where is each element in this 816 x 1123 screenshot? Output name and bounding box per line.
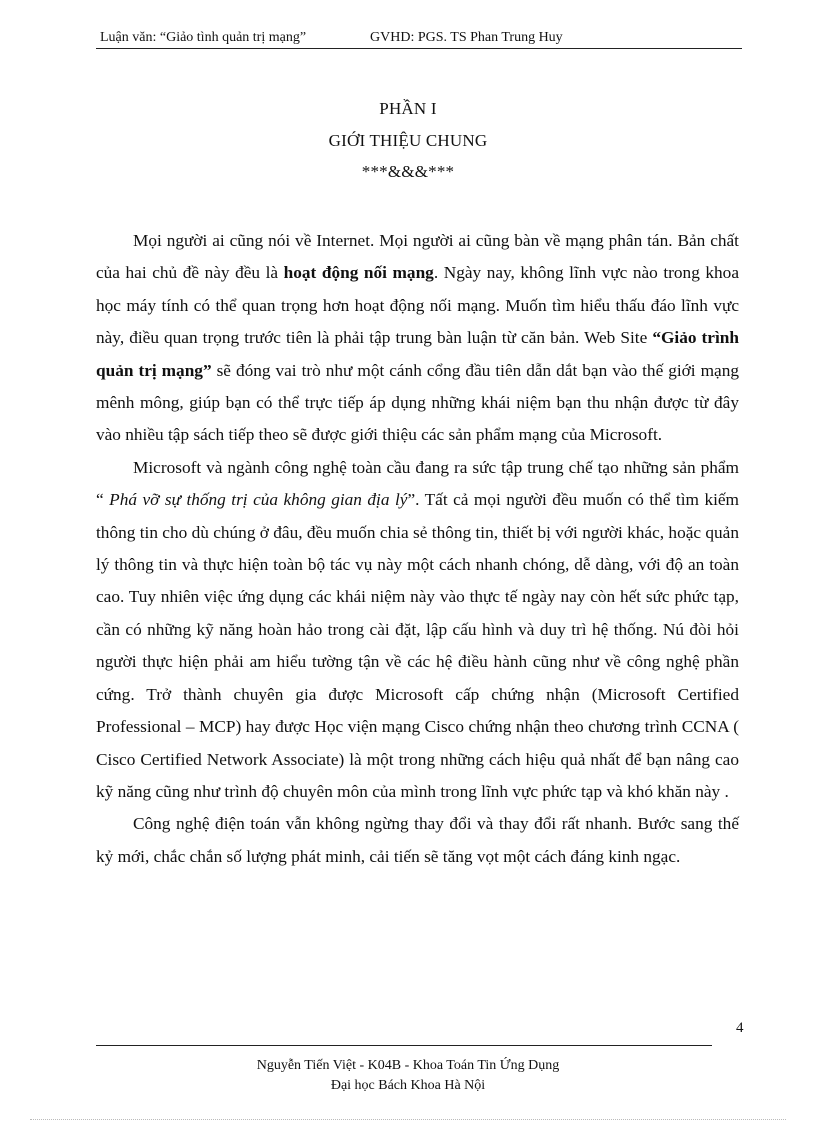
running-header [98,30,742,50]
page-bottom-edge [30,1119,786,1120]
page-number: 4 [736,1020,744,1036]
header-thesis-title: Luận văn: “Giảo tình quản trị mạng” [100,30,307,45]
paragraph-1-text-e: sẽ đóng vai trò như một cánh cổng đầu tiên dẫn dắt bạn vào thế giới mạng mênh mông, giúp bạn có thể trực tiếp áp dụng những khái niệm bạn thu nhận được từ đây vào nhiều tập sách tiếp theo sẽ được giới thiệu các sản phẩm mạng của Microsoft. [96,360,739,445]
paragraph-2 [96,452,739,808]
header-divider [96,48,742,49]
footer-author: Nguyễn Tiến Việt - K04B - Khoa Toán Tin Ứng Dụng [256,1058,560,1073]
paragraph-2-text-a: Microsoft và ngành công nghệ toàn cầu đang ra sức tập trung chế tạo những sản phẩm “ [96,457,739,510]
paragraph-1-bold-website: “Giảo trình quản trị mạng” [96,328,739,380]
paragraph-3: Công nghệ điện toán vẫn không ngừng thay đổi và thay đổi rất nhanh. Bước sang thế kỷ mới, chắc chắn số lượng phát minh, cải tiến sẽ tăng vọt một cách đáng kinh ngạc. [96,814,739,866]
paragraph-1-text-a: Mọi người ai cũng nói về Internet. Mọi người ai cũng bàn về mạng phân tán. Bản chất của hai chủ đề này đều là [96,231,739,283]
footer-divider [96,1045,712,1046]
paragraph-1-bold-term: hoạt động nối mạng [283,263,434,283]
paragraph-1 [96,225,739,452]
body-text [96,225,739,873]
paragraph-2-text-c: ”. Tất cả mọi người đều muốn có thể tìm kiếm thông tin cho dù chúng ở đâu, đều muốn chia sẻ thông tin, thiết bị với người khác, hoặc quản lý thông tin và thực hiện toàn bộ tác vụ này một cách nhanh chóng, dễ dàng, với độ an toàn cao. Tuy nhiên việc ứng dụng các khái niệm này vào thực tế ngày nay còn hết sức phức tạp, cần có những kỹ năng hoàn hảo trong cài đặt, lập cấu hình và duy trì hệ thống. Nú đòi hỏi người thực hiện phải am hiểu tường tận về các hệ điều hành cũng như về công nghệ phần cứng. Trở thành chuyên gia được Microsoft cấp chứng nhận (Microsoft Certified Professional – MCP) hay được Học viện mạng Cisco chứng nhận theo chương trình CCNA ( Cisco Certified Network Associate) là một trong những cách hiệu quả nhất để bạn nâng cao kỹ năng cũng như trình độ chuyên môn của mình trong lĩnh vực phức tạp và khó khăn này . [96,490,740,801]
paragraph-1-text-c: . Ngày nay, không lĩnh vực nào trong khoa học máy tính có thể quan trọng hơn hoạt động nối mạng. Muốn tìm hiểu thấu đáo lĩnh vực này, điều quan trọng trước tiên là phải tập trung bàn luận từ căn bản. Web Site [96,263,739,348]
paragraph-2-italic-quote: Phá vỡ sự thống trị của không gian địa lý [109,490,408,510]
title-ornament: ***&&&*** [361,162,455,181]
part-heading: PHẦN I [379,99,437,118]
footer-university: Đại học Bách Khoa Hà Nội [330,1078,486,1093]
section-title: GIỚI THIỆU CHUNG [328,131,488,150]
header-supervisor: GVHD: PGS. TS Phan Trung Huy [370,30,563,45]
